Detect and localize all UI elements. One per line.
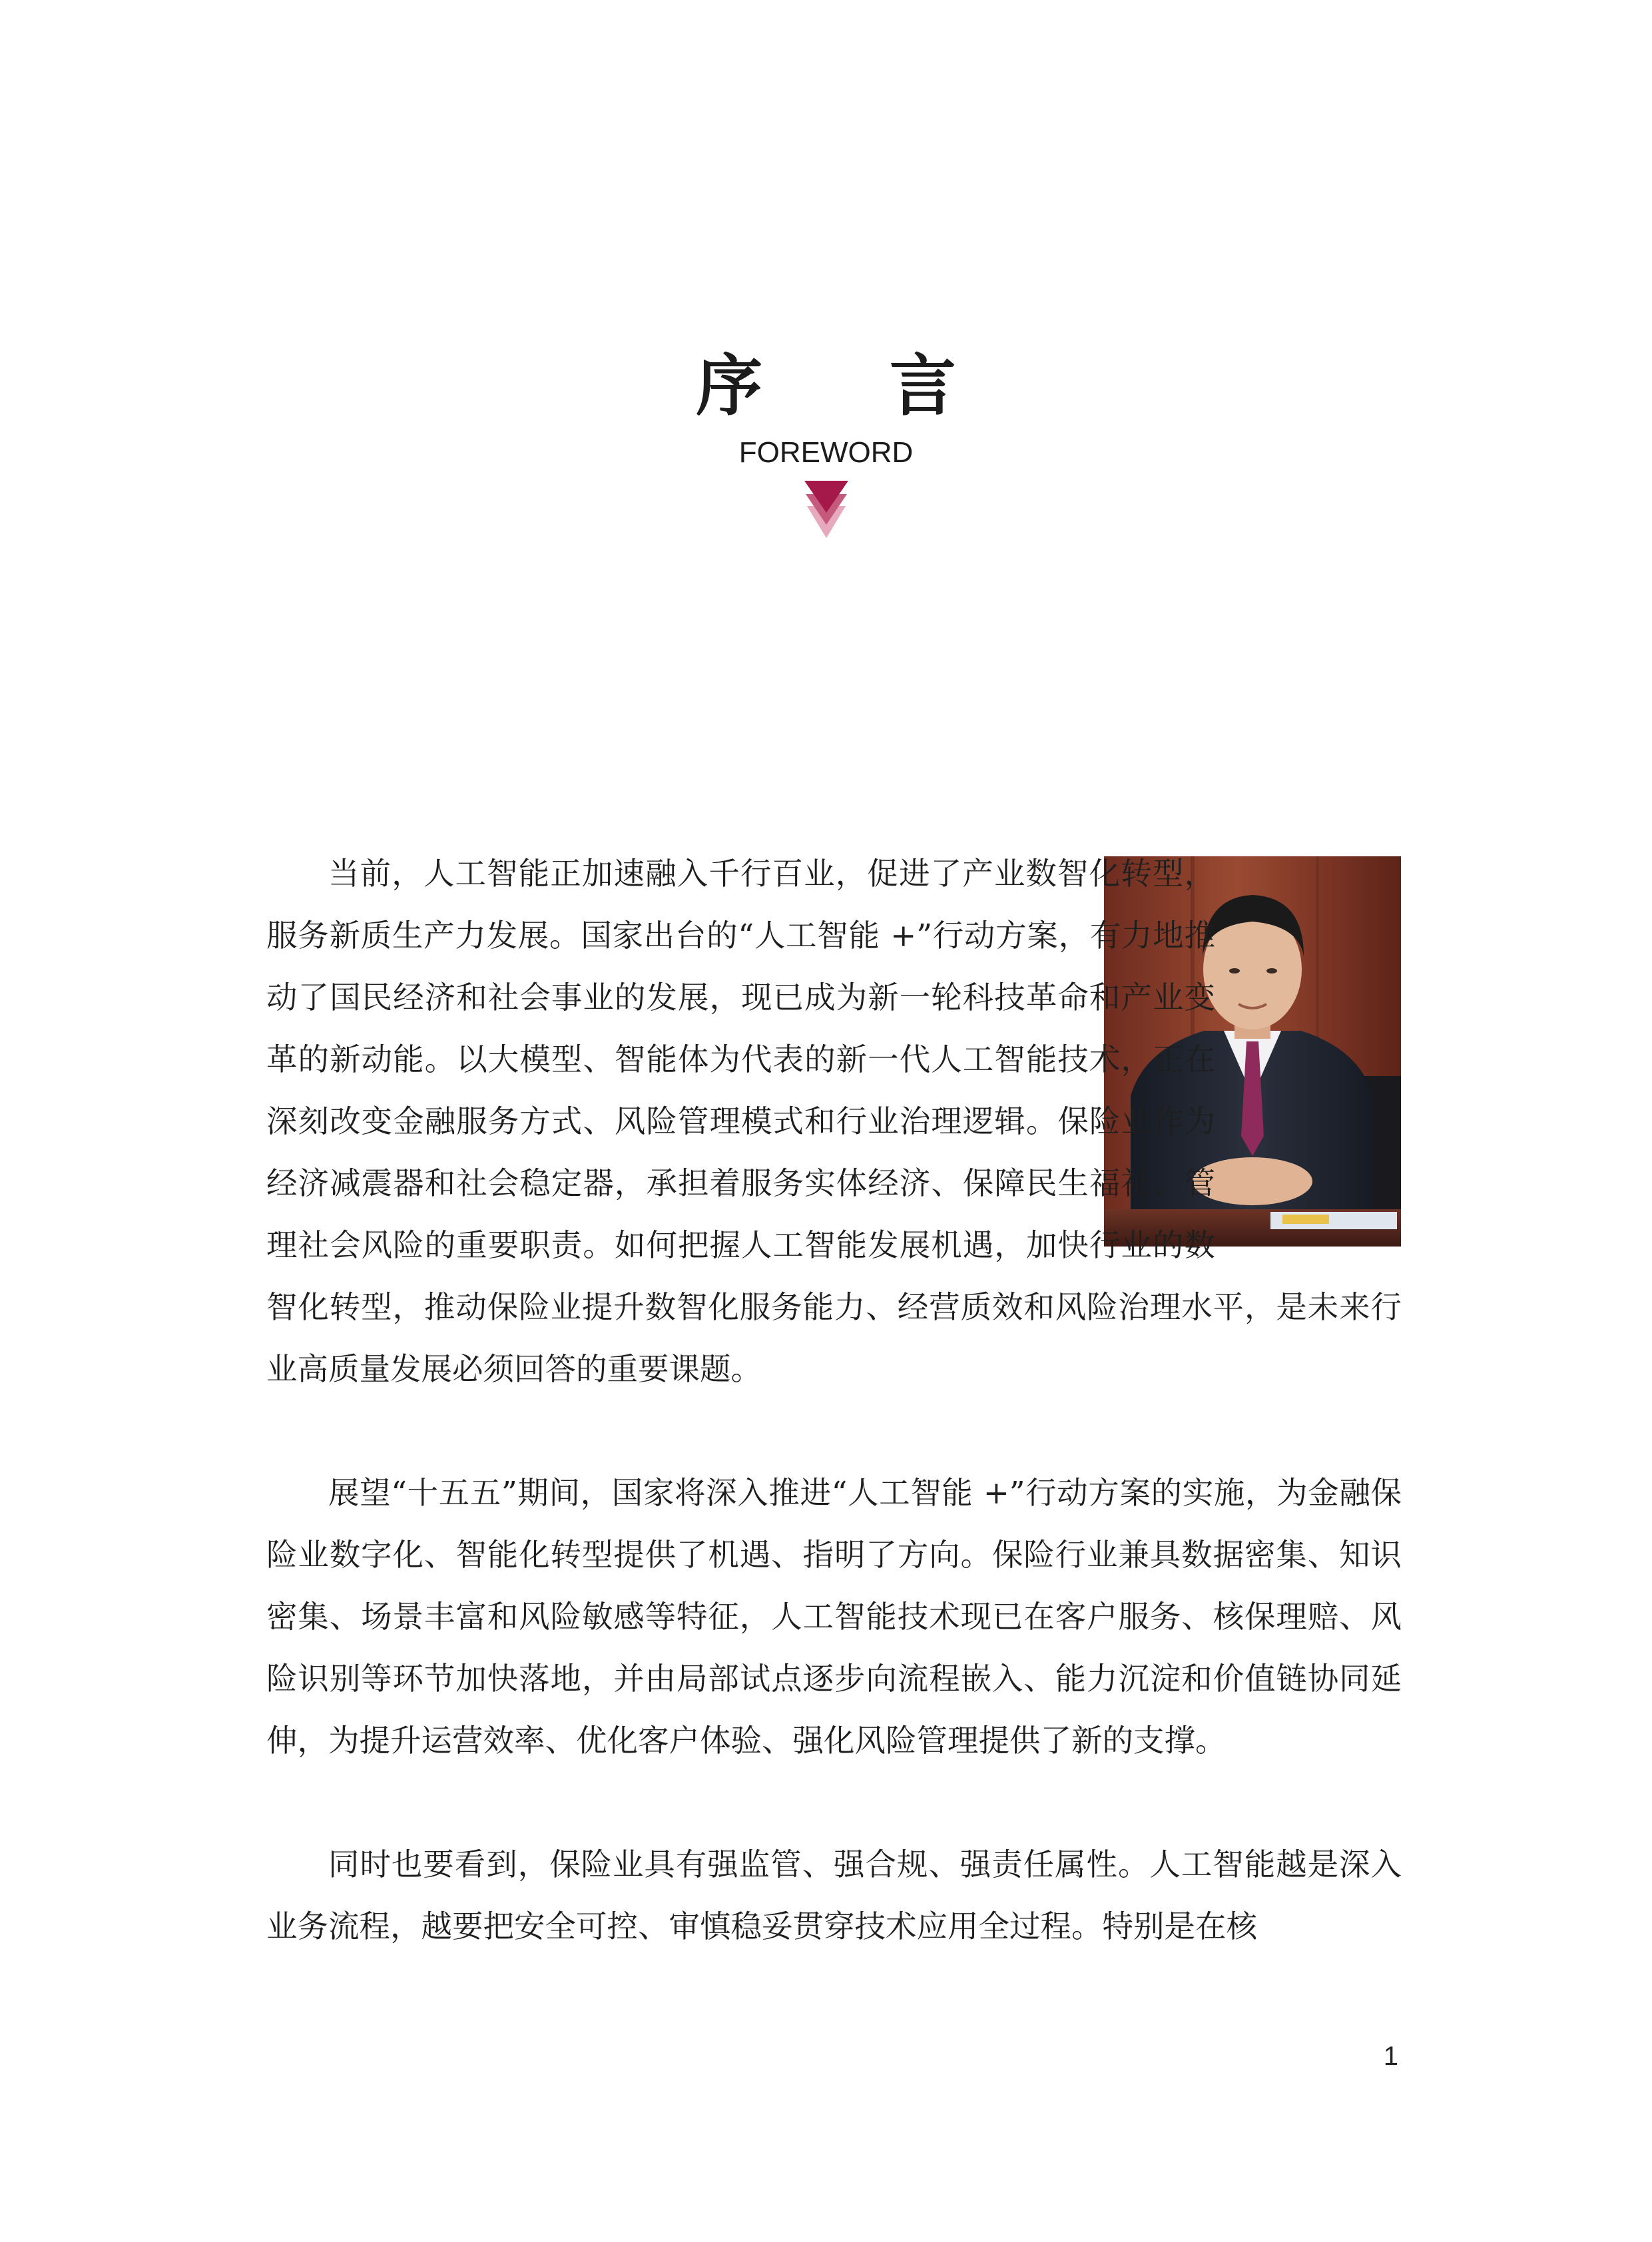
image-placeholder	[1215, 843, 1402, 1247]
paragraph: 同时也要看到，保险业具有强监管、强合规、强责任属性。人工智能越是深入业务流程，越要把安全可控、审慎稳妥贯穿技术应用全过程。特别是在核	[266, 1846, 1402, 1944]
paragraph: 展望“十五五”期间，国家将深入推进“人工智能 +”行动方案的实施，为金融保险业数字化、智能化转型提供了机遇、指明了方向。保险行业兼具数据密集、知识密集、场景丰富和风险敏感等特征，人工智能技术现已在客户服务、核保理赔、风险识别等环节加快落地，并由局部试点逐步向流程嵌入、能力沉淀和价值链协同延伸，为提升运营效率、优化客户体验、强化风险管理提供了新的支撑。	[266, 1475, 1402, 1759]
page-number: 1	[1383, 2042, 1398, 2071]
page-heading	[0, 346, 1652, 541]
page-title: 序 言	[696, 347, 1008, 425]
paragraph: 当前，人工智能正加速融入千行百业，促进了产业数智化转型，服务新质生产力发展。国家出台的“人工智能 +”行动方案，有力地推动了国民经济和社会事业的发展，现已成为新一轮科技革命和产业变革的新动能。以大模型、智能体为代表的新一代人工智能技术，正在深刻改变金融服务方式、风险管理模式和行业治理逻辑。保险业作为经济减震器和社会稳定器，承担着服务实体经济、保障民生福祉、管理社会风险的重要职责。如何把握人工智能发展机遇，加快行业的数智化转型，推动保险业提升数智化服务能力、经营质效和风险治理水平，是未来行业高质量发展必须回答的重要课题。	[266, 843, 1402, 1400]
chevron-down-icon	[803, 481, 850, 541]
page-subtitle: FOREWORD	[738, 436, 914, 469]
